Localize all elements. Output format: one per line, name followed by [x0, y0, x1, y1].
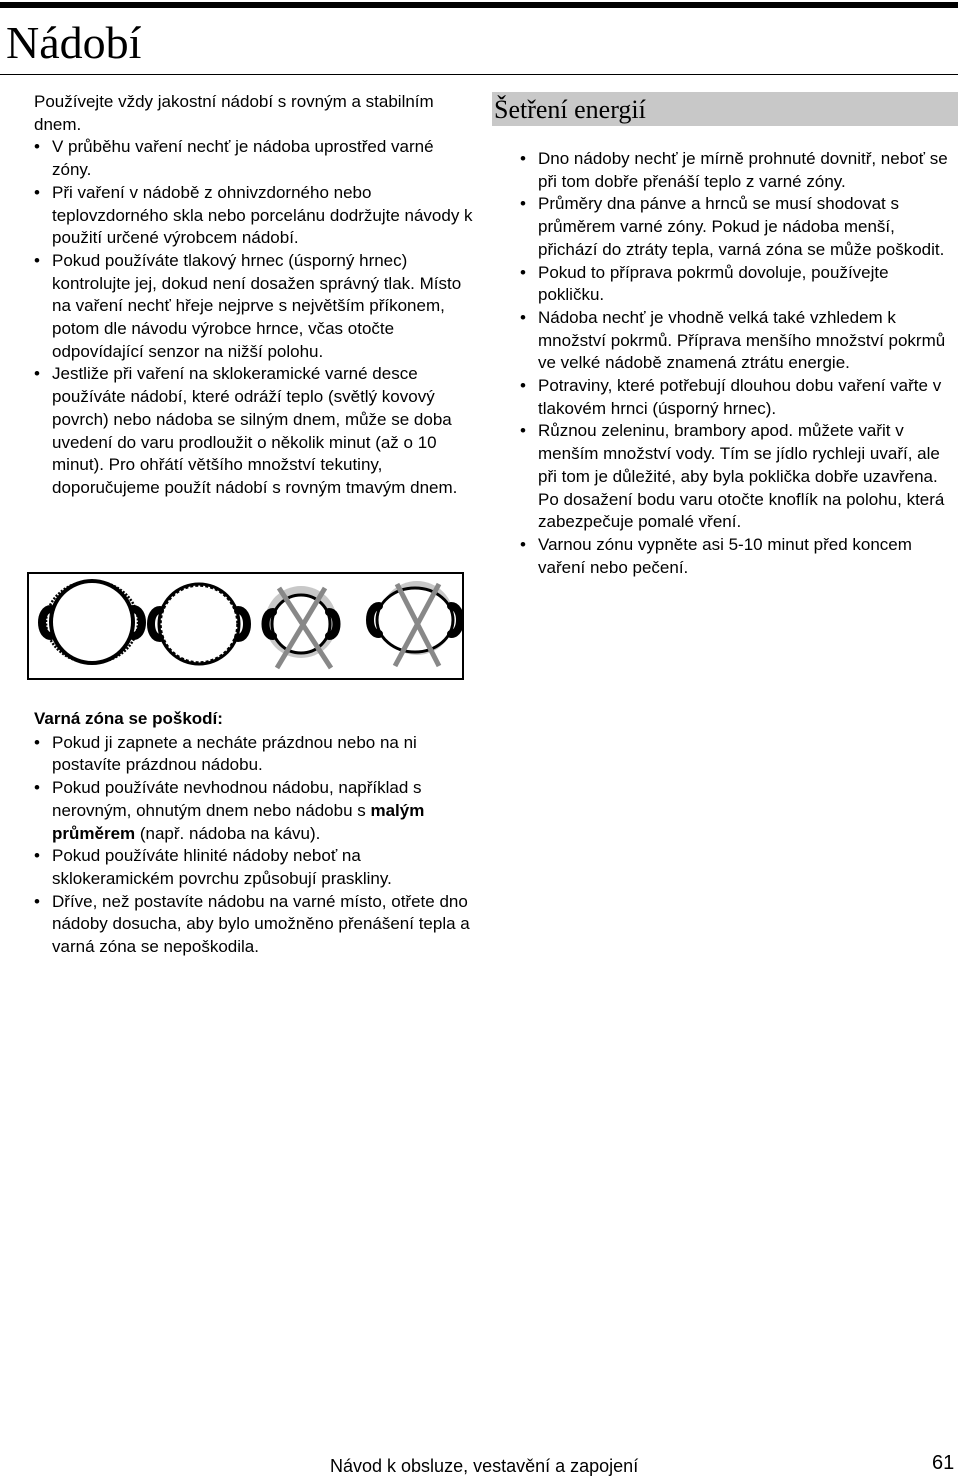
list-item-text: Pokud používáte nevhodnou nádobu, například s nerovným, ohnutým dnem nebo nádobu s — [52, 778, 422, 820]
cookware-section — [34, 91, 474, 500]
footer-title: Návod k obsluze, vestavění a zapojení — [330, 1456, 639, 1476]
list-item-text-after: (např. nádoba na kávu). — [135, 823, 321, 843]
correct-pot-icon — [42, 581, 142, 663]
list-item: • Při vaření v nádobě z ohnivzdorného nebo teplovzdorného skla nebo porcelánu dodržujte návody k použití určené výrobcem nádobí. — [34, 182, 474, 250]
list-item: • Průměry dna pánve a hrnců se musí shodovat s průměrem varné zóny. Pokud je nádoba menší, přichází do ztráty tepla, varná zóna se může poškodit. — [520, 193, 958, 261]
top-rule — [0, 2, 958, 8]
list-item — [34, 732, 474, 777]
list-item: • Varnou zónu vypněte asi 5-10 minut před koncem vaření nebo pečení. — [520, 534, 958, 579]
list-item: • Potraviny, které potřebují dlouhou dobu vaření vařte v tlakovém hrnci (úsporný hrnec). — [520, 375, 958, 420]
list-item: • Nádoba nechť je vhodně velká také vzhledem k množství pokrmů. Příprava menšího množství pokrmů ve velké nádobě znamená ztrátu energie. — [520, 307, 958, 375]
damage-section — [34, 708, 474, 959]
energy-bullet-list — [520, 148, 958, 579]
energy-heading: Šetření energií — [492, 92, 958, 126]
list-item: • V průběhu vaření nechť je nádoba uprostřed varné zóny. — [34, 136, 474, 181]
list-item: • Dno nádoby nechť je mírně prohnuté dovnitř, neboť se při tom dobře přenáší teplo z varné zóny. — [520, 148, 958, 193]
pot-illustration — [27, 572, 464, 680]
damage-bullet-list — [34, 732, 474, 959]
list-item: • Jestliže při vaření na sklokeramické varné desce používáte nádobí, které odráží teplo (světlý kovový povrch) nebo nádoba se silným dnem, může se doba uvedení do varu prodloužit o několik minut (až o 10 minut). Pro ohřátí většího množství tekutiny, doporučujeme použít nádobí s rovným tmavým dnem. — [34, 363, 474, 499]
pot-illustration-drawing — [29, 574, 462, 678]
cookware-bullet-list — [34, 136, 474, 499]
list-item: • Pokud to příprava pokrmů dovoluje, používejte pokličku. — [520, 262, 958, 307]
list-item — [34, 777, 474, 845]
list-item — [34, 845, 474, 890]
cookware-intro: Používejte vždy jakostní nádobí s rovným a stabilním dnem. — [34, 92, 434, 134]
list-item-text: Pokud ji zapnete a necháte prázdnou nebo na ni postavíte prázdnou nádobu. — [52, 732, 417, 775]
list-item-emphasis: malým průměrem — [52, 800, 425, 843]
page-number: 61 — [932, 1452, 955, 1474]
list-item: • Pokud používáte tlakový hrnec (úsporný hrnec) kontrolujte jej, dokud není dosažen správný tlak. Místo na vaření nechť hřeje nejprve s největším příkonem, potom dle návodu výrobce hrnce, včas otočte odpovídající senzor na nižší polohu. — [34, 250, 474, 364]
oversize-pot-icon — [151, 584, 247, 664]
list-item: • Různou zeleninu, brambory apod. můžete vařit v menším množství vody. Tím se jídlo rychleji uvaří, ale při tom je důležité, aby byla poklička dobře uzavřena. Po dosažení bodu varu otočte knoflík na polohu, která zabezpečuje pomalé vření. — [520, 420, 958, 534]
list-item — [34, 891, 474, 959]
list-item-text: Dříve, než postavíte nádobu na varné místo, otřete dno nádoby dosucha, aby bylo umožněno přenášení tepla a varná zóna se nepoškodila. — [52, 891, 470, 957]
title-rule — [0, 74, 958, 75]
damage-heading: Varná zóna se poškodí: — [34, 709, 223, 728]
energy-section — [492, 92, 958, 579]
crossed-large-pot-icon — [370, 581, 460, 666]
page-title: Nádobí — [6, 17, 142, 68]
crossed-small-pot-icon — [265, 586, 337, 668]
list-item-text: Pokud používáte hlinité nádoby neboť na sklokeramickém povrchu způsobují praskliny. — [52, 846, 392, 888]
